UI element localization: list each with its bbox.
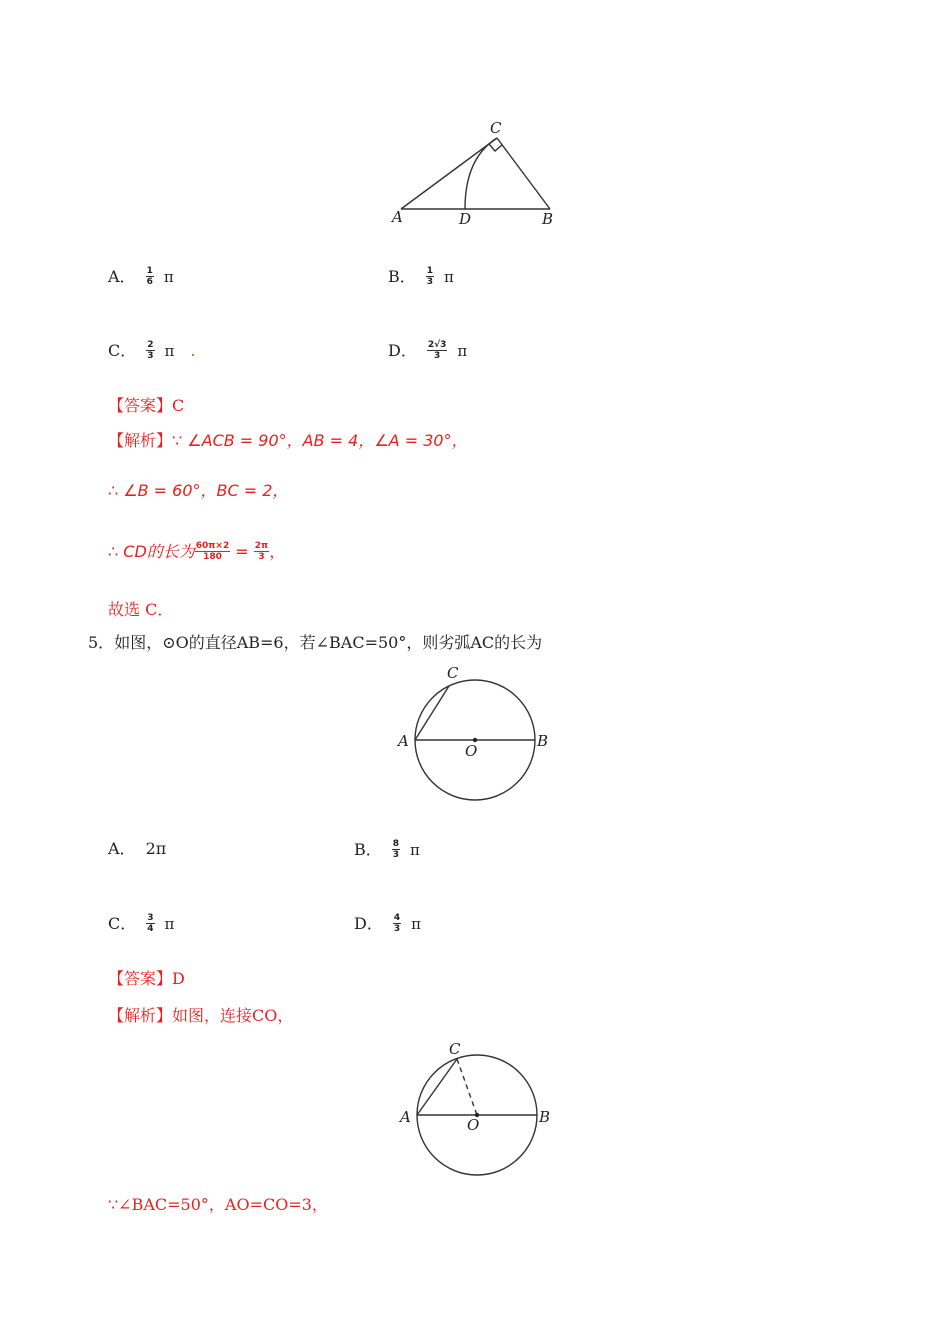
solution-line-4: 故选 C． bbox=[108, 600, 174, 619]
right-angle-mark bbox=[489, 144, 502, 151]
fraction: $\frac{2}{3}$ bbox=[147, 340, 154, 361]
label-c: C bbox=[449, 1040, 461, 1058]
solution-line-1: 【解析】∵ ∠ACB = 90°，AB = 4，∠A = 30°， bbox=[108, 431, 468, 450]
fraction: $\frac{2\pi}{3}$ bbox=[254, 541, 269, 562]
option-d: D． $\frac{2√3}{3}$ π bbox=[388, 340, 468, 361]
answer-line: 【答案】D bbox=[108, 969, 185, 988]
label-b: B bbox=[539, 1108, 551, 1126]
fraction: $\frac{2√3}{3}$ bbox=[427, 340, 447, 361]
option-c: C． $\frac{3}{4}$ π bbox=[108, 913, 175, 934]
triangle-figure bbox=[385, 118, 565, 233]
label-d: D bbox=[459, 210, 472, 228]
option-b: B． $\frac{8}{3}$ π bbox=[354, 839, 420, 860]
solution-line-3: ∴ CD的长为 $\frac{60\pi\times 2}{180}$ = $\frac{2\pi}{3}$ ， bbox=[108, 541, 286, 562]
fraction: $\frac{1}{3}$ bbox=[426, 266, 434, 287]
label-o: O bbox=[467, 1116, 480, 1134]
label-o: O bbox=[465, 742, 478, 760]
segment-cb bbox=[497, 138, 550, 209]
label-a: A bbox=[398, 732, 409, 750]
question-5: 5．如图，⊙O的直径AB=6，若∠BAC=50°，则劣弧AC的长为 bbox=[88, 633, 543, 652]
circle-figure bbox=[390, 660, 560, 805]
chord-ac bbox=[415, 686, 449, 740]
label-a: A bbox=[400, 1108, 411, 1126]
label-b: B bbox=[537, 732, 549, 750]
label-b: B bbox=[542, 210, 554, 228]
fraction: $\frac{4}{3}$ bbox=[393, 913, 401, 934]
chord-ac bbox=[417, 1059, 457, 1115]
circle-figure-with-radius bbox=[390, 1035, 560, 1180]
solution-line-2: ∵∠BAC=50°，AO=CO=3， bbox=[108, 1195, 328, 1214]
fraction: $\frac{1}{6}$ bbox=[146, 266, 153, 287]
label-c: C bbox=[490, 119, 502, 137]
segment-ac bbox=[401, 138, 497, 209]
label-a: A bbox=[392, 208, 403, 226]
fraction: $\frac{8}{3}$ bbox=[392, 839, 400, 860]
option-c: C． $\frac{2}{3}$ π . bbox=[108, 340, 196, 361]
label-c: C bbox=[447, 664, 459, 682]
dashed-radius-co bbox=[457, 1059, 477, 1115]
option-a: A． 2π bbox=[108, 839, 167, 858]
answer-line: 【答案】C bbox=[108, 396, 185, 415]
solution-line-2: ∴ ∠B = 60°，BC = 2， bbox=[108, 481, 289, 500]
solution-line-1: 【解析】如图，连接CO， bbox=[108, 1006, 294, 1025]
option-b: B． $\frac{1}{3}$ π bbox=[388, 266, 454, 287]
fraction: $\frac{60\pi\times 2}{180}$ bbox=[195, 541, 230, 562]
option-a: A． $\frac{1}{6}$ π bbox=[108, 266, 174, 287]
option-d: D． $\frac{4}{3}$ π bbox=[354, 913, 421, 934]
fraction: $\frac{3}{4}$ bbox=[147, 913, 154, 934]
